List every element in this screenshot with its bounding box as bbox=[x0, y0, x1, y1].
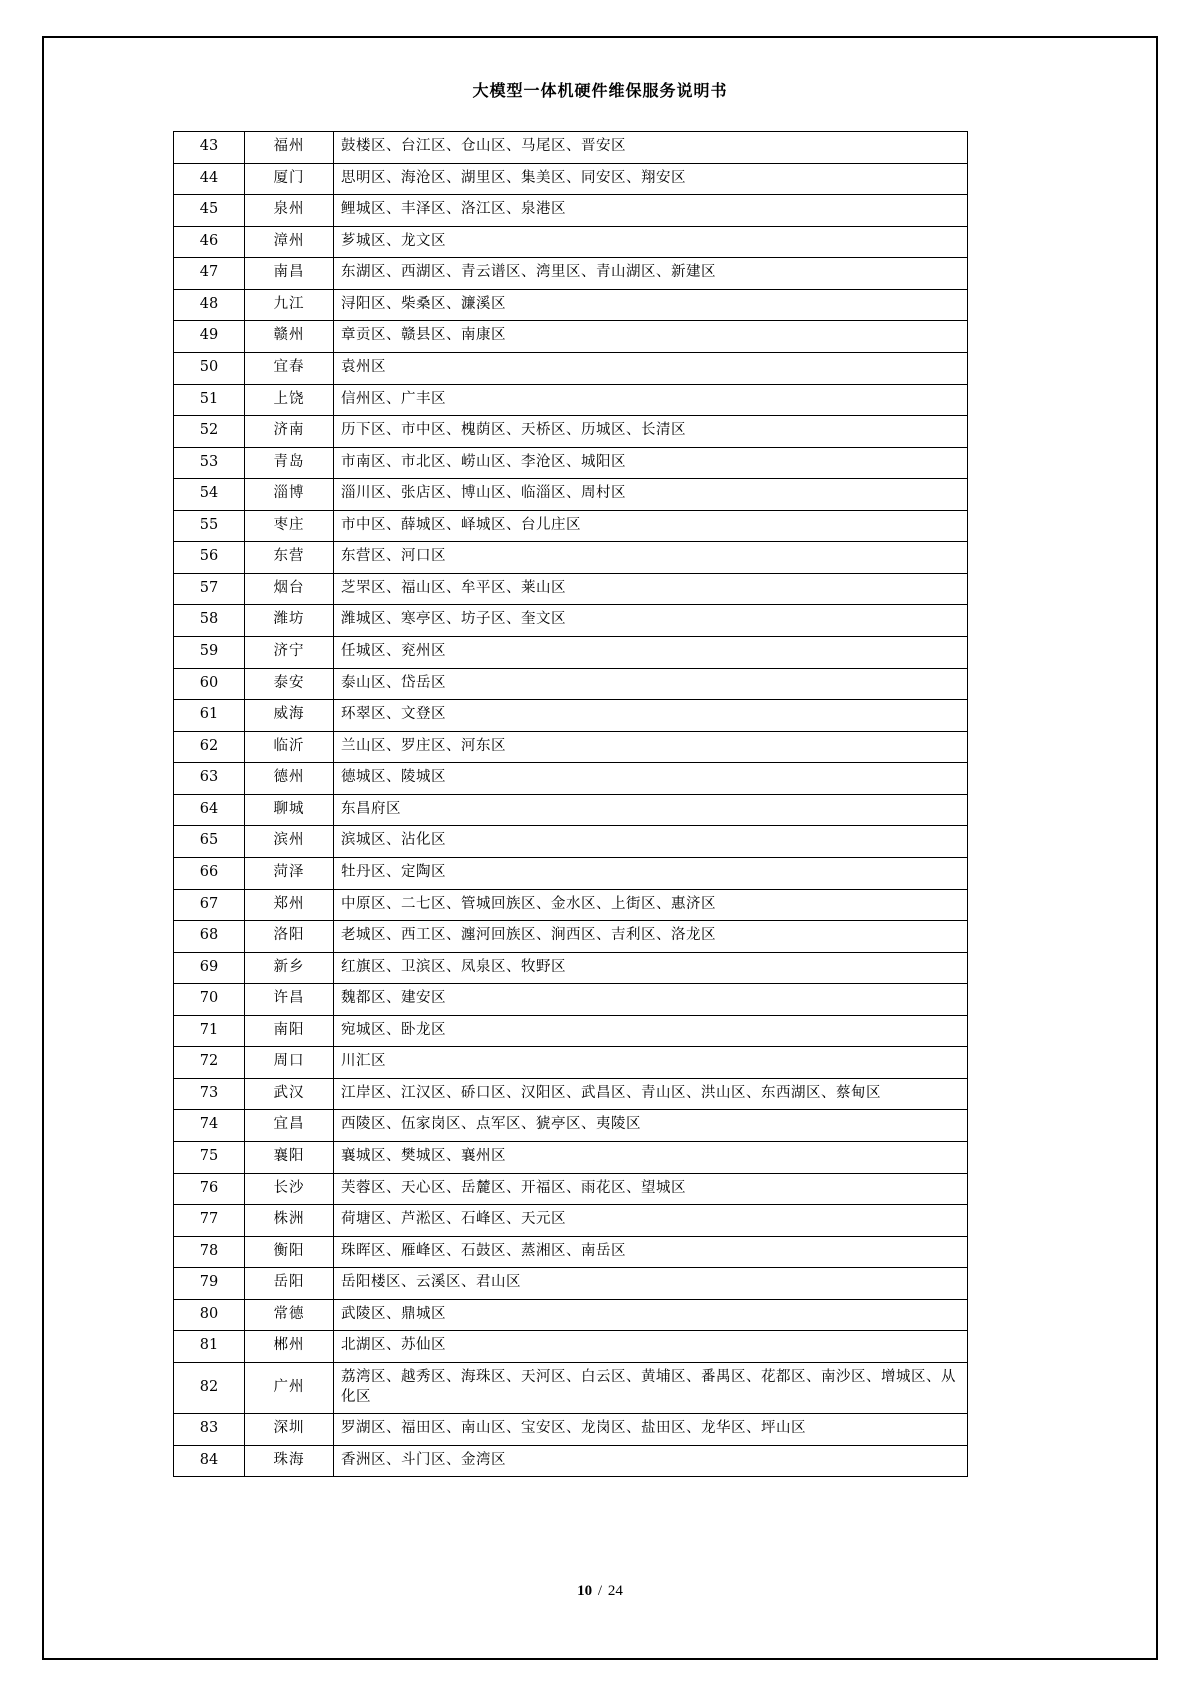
cell-districts: 鲤城区、丰泽区、洛江区、泉港区 bbox=[334, 195, 968, 227]
service-coverage-table bbox=[173, 131, 968, 1477]
cell-city: 聊城 bbox=[245, 794, 334, 826]
cell-city: 宜春 bbox=[245, 352, 334, 384]
table-row bbox=[174, 637, 968, 669]
cell-districts: 荔湾区、越秀区、海珠区、天河区、白云区、黄埔区、番禺区、花都区、南沙区、增城区、从化区 bbox=[334, 1362, 968, 1413]
table-row bbox=[174, 1331, 968, 1363]
table-row bbox=[174, 921, 968, 953]
table-row bbox=[174, 794, 968, 826]
cell-index: 50 bbox=[174, 352, 245, 384]
cell-index: 70 bbox=[174, 984, 245, 1016]
page-content bbox=[173, 131, 968, 1477]
cell-city: 潍坊 bbox=[245, 605, 334, 637]
cell-districts: 岳阳楼区、云溪区、君山区 bbox=[334, 1268, 968, 1300]
cell-city: 漳州 bbox=[245, 226, 334, 258]
table-row bbox=[174, 1205, 968, 1237]
table-row bbox=[174, 952, 968, 984]
table-row bbox=[174, 542, 968, 574]
cell-city: 泉州 bbox=[245, 195, 334, 227]
cell-index: 51 bbox=[174, 384, 245, 416]
cell-index: 76 bbox=[174, 1173, 245, 1205]
cell-index: 74 bbox=[174, 1110, 245, 1142]
table-row bbox=[174, 289, 968, 321]
cell-index: 75 bbox=[174, 1142, 245, 1174]
cell-districts: 北湖区、苏仙区 bbox=[334, 1331, 968, 1363]
cell-index: 59 bbox=[174, 637, 245, 669]
cell-districts: 东昌府区 bbox=[334, 794, 968, 826]
cell-index: 46 bbox=[174, 226, 245, 258]
cell-index: 55 bbox=[174, 510, 245, 542]
cell-index: 66 bbox=[174, 857, 245, 889]
cell-districts: 中原区、二七区、管城回族区、金水区、上街区、惠济区 bbox=[334, 889, 968, 921]
table-row bbox=[174, 605, 968, 637]
cell-districts: 牡丹区、定陶区 bbox=[334, 857, 968, 889]
cell-districts: 兰山区、罗庄区、河东区 bbox=[334, 731, 968, 763]
cell-index: 73 bbox=[174, 1078, 245, 1110]
table-row bbox=[174, 984, 968, 1016]
table-row bbox=[174, 195, 968, 227]
table-row bbox=[174, 1110, 968, 1142]
footer-separator: / bbox=[597, 1583, 603, 1599]
cell-index: 77 bbox=[174, 1205, 245, 1237]
cell-districts: 鼓楼区、台江区、仓山区、马尾区、晋安区 bbox=[334, 132, 968, 164]
page-footer bbox=[0, 1583, 1200, 1600]
cell-city: 洛阳 bbox=[245, 921, 334, 953]
cell-districts: 任城区、兖州区 bbox=[334, 637, 968, 669]
cell-index: 53 bbox=[174, 447, 245, 479]
cell-city: 泰安 bbox=[245, 668, 334, 700]
table-row bbox=[174, 573, 968, 605]
cell-index: 80 bbox=[174, 1299, 245, 1331]
cell-districts: 江岸区、江汉区、硚口区、汉阳区、武昌区、青山区、洪山区、东西湖区、蔡甸区 bbox=[334, 1078, 968, 1110]
cell-index: 54 bbox=[174, 479, 245, 511]
cell-districts: 芗城区、龙文区 bbox=[334, 226, 968, 258]
cell-districts: 魏都区、建安区 bbox=[334, 984, 968, 1016]
cell-index: 49 bbox=[174, 321, 245, 353]
cell-city: 威海 bbox=[245, 700, 334, 732]
cell-city: 临沂 bbox=[245, 731, 334, 763]
cell-index: 43 bbox=[174, 132, 245, 164]
table-row bbox=[174, 1268, 968, 1300]
cell-districts: 袁州区 bbox=[334, 352, 968, 384]
table-row bbox=[174, 1078, 968, 1110]
cell-districts: 市南区、市北区、崂山区、李沧区、城阳区 bbox=[334, 447, 968, 479]
cell-index: 71 bbox=[174, 1015, 245, 1047]
cell-city: 衡阳 bbox=[245, 1236, 334, 1268]
cell-city: 周口 bbox=[245, 1047, 334, 1079]
cell-city: 福州 bbox=[245, 132, 334, 164]
cell-city: 常德 bbox=[245, 1299, 334, 1331]
cell-city: 烟台 bbox=[245, 573, 334, 605]
cell-districts: 宛城区、卧龙区 bbox=[334, 1015, 968, 1047]
cell-city: 滨州 bbox=[245, 826, 334, 858]
cell-city: 郑州 bbox=[245, 889, 334, 921]
cell-districts: 潍城区、寒亭区、坊子区、奎文区 bbox=[334, 605, 968, 637]
cell-city: 长沙 bbox=[245, 1173, 334, 1205]
cell-districts: 历下区、市中区、槐荫区、天桥区、历城区、长清区 bbox=[334, 416, 968, 448]
cell-districts: 东湖区、西湖区、青云谱区、湾里区、青山湖区、新建区 bbox=[334, 258, 968, 290]
cell-city: 菏泽 bbox=[245, 857, 334, 889]
cell-city: 德州 bbox=[245, 763, 334, 795]
table-row bbox=[174, 1173, 968, 1205]
cell-city: 南阳 bbox=[245, 1015, 334, 1047]
table-row bbox=[174, 1362, 968, 1413]
cell-districts: 老城区、西工区、瀍河回族区、涧西区、吉利区、洛龙区 bbox=[334, 921, 968, 953]
table-row bbox=[174, 447, 968, 479]
cell-districts: 香洲区、斗门区、金湾区 bbox=[334, 1445, 968, 1477]
cell-index: 82 bbox=[174, 1362, 245, 1413]
cell-city: 济南 bbox=[245, 416, 334, 448]
cell-districts: 武陵区、鼎城区 bbox=[334, 1299, 968, 1331]
footer-current-page: 10 bbox=[577, 1583, 593, 1599]
cell-districts: 罗湖区、福田区、南山区、宝安区、龙岗区、盐田区、龙华区、坪山区 bbox=[334, 1414, 968, 1446]
cell-districts: 思明区、海沧区、湖里区、集美区、同安区、翔安区 bbox=[334, 163, 968, 195]
cell-districts: 川汇区 bbox=[334, 1047, 968, 1079]
cell-city: 赣州 bbox=[245, 321, 334, 353]
table-row bbox=[174, 1236, 968, 1268]
cell-index: 63 bbox=[174, 763, 245, 795]
cell-districts: 德城区、陵城区 bbox=[334, 763, 968, 795]
table-row bbox=[174, 889, 968, 921]
table-row bbox=[174, 1299, 968, 1331]
cell-index: 56 bbox=[174, 542, 245, 574]
footer-total-pages: 24 bbox=[607, 1583, 623, 1599]
cell-index: 72 bbox=[174, 1047, 245, 1079]
cell-districts: 红旗区、卫滨区、凤泉区、牧野区 bbox=[334, 952, 968, 984]
cell-districts: 荷塘区、芦淞区、石峰区、天元区 bbox=[334, 1205, 968, 1237]
cell-index: 81 bbox=[174, 1331, 245, 1363]
cell-districts: 市中区、薛城区、峄城区、台儿庄区 bbox=[334, 510, 968, 542]
cell-index: 62 bbox=[174, 731, 245, 763]
cell-city: 宜昌 bbox=[245, 1110, 334, 1142]
page-header-title: 大模型一体机硬件维保服务说明书 bbox=[472, 81, 728, 100]
cell-index: 64 bbox=[174, 794, 245, 826]
cell-districts: 泰山区、岱岳区 bbox=[334, 668, 968, 700]
cell-index: 47 bbox=[174, 258, 245, 290]
cell-city: 厦门 bbox=[245, 163, 334, 195]
cell-city: 淄博 bbox=[245, 479, 334, 511]
cell-index: 58 bbox=[174, 605, 245, 637]
cell-city: 上饶 bbox=[245, 384, 334, 416]
table-row bbox=[174, 1142, 968, 1174]
cell-city: 株洲 bbox=[245, 1205, 334, 1237]
cell-city: 深圳 bbox=[245, 1414, 334, 1446]
cell-index: 79 bbox=[174, 1268, 245, 1300]
cell-index: 45 bbox=[174, 195, 245, 227]
cell-districts: 浔阳区、柴桑区、濂溪区 bbox=[334, 289, 968, 321]
table-row bbox=[174, 226, 968, 258]
table-row bbox=[174, 352, 968, 384]
table-row bbox=[174, 668, 968, 700]
table-row bbox=[174, 416, 968, 448]
cell-city: 郴州 bbox=[245, 1331, 334, 1363]
cell-districts: 环翠区、文登区 bbox=[334, 700, 968, 732]
cell-index: 60 bbox=[174, 668, 245, 700]
cell-index: 69 bbox=[174, 952, 245, 984]
cell-index: 48 bbox=[174, 289, 245, 321]
cell-districts: 芝罘区、福山区、牟平区、莱山区 bbox=[334, 573, 968, 605]
cell-index: 52 bbox=[174, 416, 245, 448]
cell-city: 新乡 bbox=[245, 952, 334, 984]
cell-districts: 信州区、广丰区 bbox=[334, 384, 968, 416]
cell-city: 珠海 bbox=[245, 1445, 334, 1477]
table-row bbox=[174, 1047, 968, 1079]
cell-city: 东营 bbox=[245, 542, 334, 574]
table-row bbox=[174, 700, 968, 732]
table-row bbox=[174, 1015, 968, 1047]
cell-index: 44 bbox=[174, 163, 245, 195]
cell-city: 青岛 bbox=[245, 447, 334, 479]
table-row bbox=[174, 321, 968, 353]
cell-index: 84 bbox=[174, 1445, 245, 1477]
cell-districts: 西陵区、伍家岗区、点军区、猇亭区、夷陵区 bbox=[334, 1110, 968, 1142]
cell-index: 83 bbox=[174, 1414, 245, 1446]
cell-districts: 襄城区、樊城区、襄州区 bbox=[334, 1142, 968, 1174]
cell-city: 济宁 bbox=[245, 637, 334, 669]
cell-index: 68 bbox=[174, 921, 245, 953]
cell-districts: 芙蓉区、天心区、岳麓区、开福区、雨花区、望城区 bbox=[334, 1173, 968, 1205]
cell-index: 57 bbox=[174, 573, 245, 605]
cell-city: 南昌 bbox=[245, 258, 334, 290]
table-row bbox=[174, 258, 968, 290]
cell-districts: 章贡区、赣县区、南康区 bbox=[334, 321, 968, 353]
cell-index: 67 bbox=[174, 889, 245, 921]
cell-city: 武汉 bbox=[245, 1078, 334, 1110]
table-row bbox=[174, 163, 968, 195]
table-row bbox=[174, 132, 968, 164]
cell-city: 许昌 bbox=[245, 984, 334, 1016]
cell-city: 襄阳 bbox=[245, 1142, 334, 1174]
cell-city: 枣庄 bbox=[245, 510, 334, 542]
cell-index: 61 bbox=[174, 700, 245, 732]
table-row bbox=[174, 1414, 968, 1446]
cell-city: 岳阳 bbox=[245, 1268, 334, 1300]
table-row bbox=[174, 731, 968, 763]
table-row bbox=[174, 510, 968, 542]
cell-city: 广州 bbox=[245, 1362, 334, 1413]
cell-city: 九江 bbox=[245, 289, 334, 321]
table-row bbox=[174, 857, 968, 889]
table-body bbox=[174, 132, 968, 1477]
cell-districts: 滨城区、沾化区 bbox=[334, 826, 968, 858]
cell-index: 65 bbox=[174, 826, 245, 858]
cell-districts: 淄川区、张店区、博山区、临淄区、周村区 bbox=[334, 479, 968, 511]
table-row bbox=[174, 763, 968, 795]
table-row bbox=[174, 826, 968, 858]
table-row bbox=[174, 384, 968, 416]
cell-districts: 珠晖区、雁峰区、石鼓区、蒸湘区、南岳区 bbox=[334, 1236, 968, 1268]
table-row bbox=[174, 1445, 968, 1477]
cell-districts: 东营区、河口区 bbox=[334, 542, 968, 574]
cell-index: 78 bbox=[174, 1236, 245, 1268]
table-row bbox=[174, 479, 968, 511]
